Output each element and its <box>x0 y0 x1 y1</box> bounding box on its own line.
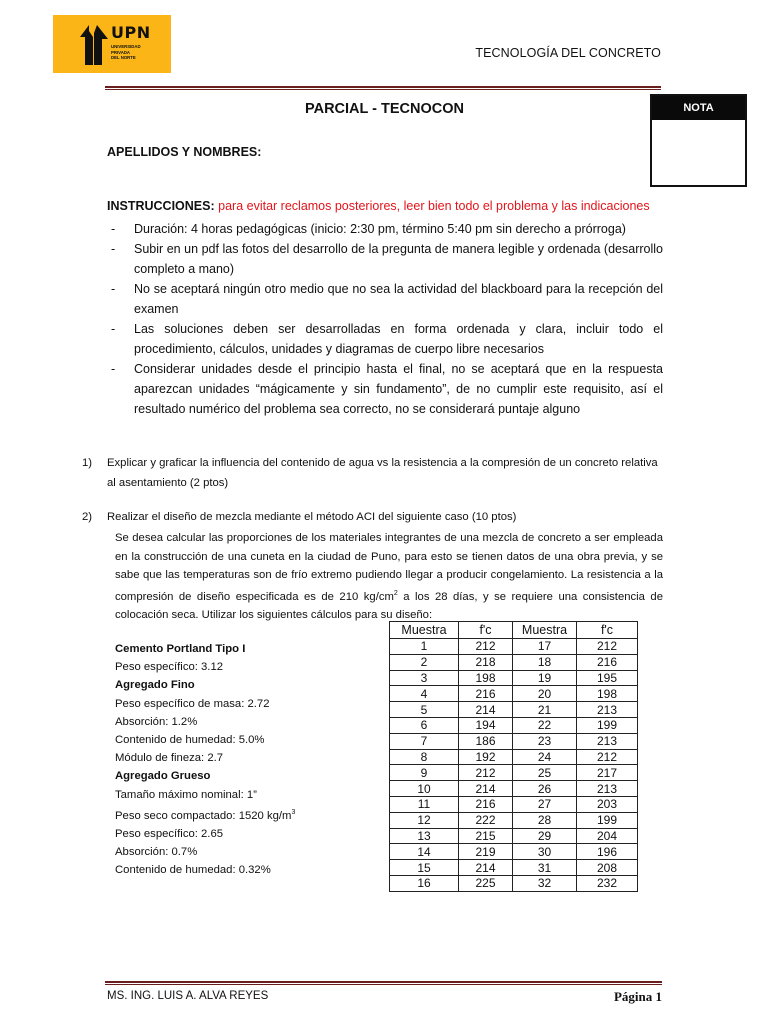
material-property: Absorción: 0.7% <box>115 846 198 858</box>
table-cell: 216 <box>459 686 513 702</box>
logo-subtitle-line: DEL NORTE <box>111 55 136 60</box>
table-row <box>390 686 638 702</box>
material-property: Contenido de humedad: 5.0% <box>115 734 265 747</box>
table-cell: 4 <box>390 686 459 702</box>
table-cell: 12 <box>390 812 459 828</box>
table-cell: 32 <box>513 875 577 891</box>
table-row <box>390 812 638 828</box>
table-cell: 24 <box>513 749 577 765</box>
fine-aggregate-heading: Agregado Fino <box>115 679 195 692</box>
table-row <box>390 860 638 876</box>
logo-brand: UPN <box>111 23 151 42</box>
table-cell: 222 <box>459 812 513 828</box>
question-number: 2) <box>82 511 93 523</box>
material-property: Peso específico de masa: 2.72 <box>115 697 270 710</box>
table-cell: 232 <box>577 875 638 891</box>
material-property-text: Peso seco compactado: 1520 kg/m <box>115 809 292 822</box>
table-cell: 18 <box>513 654 577 670</box>
table-cell: 214 <box>459 781 513 797</box>
material-property: Tamaño máximo nominal: 1” <box>115 788 257 801</box>
grade-box <box>650 94 747 187</box>
table-cell: 196 <box>577 844 638 860</box>
table-row <box>390 639 638 655</box>
upn-logo <box>53 15 171 73</box>
table-cell: 199 <box>577 717 638 733</box>
logo-subtitle-line: PRIVADA <box>111 49 131 55</box>
table-header-row <box>390 622 638 639</box>
table-cell: 13 <box>390 828 459 844</box>
table-row <box>390 828 638 844</box>
column-header: f'c <box>459 622 513 639</box>
table-cell: 194 <box>459 717 513 733</box>
table-row <box>390 733 638 749</box>
logo-subtitle-line: UNIVERSIDAD <box>111 44 141 49</box>
table-cell: 8 <box>390 749 459 765</box>
list-item <box>107 239 663 279</box>
statement-text: a los 28 días, y se requiere una consistencia de colocación seca. Utilizar los siguientes cálculos para su diseño: <box>115 590 663 621</box>
table-cell: 23 <box>513 733 577 749</box>
instructions-warning: para evitar reclamos posteriores, leer bien todo el problema y las indicaciones <box>218 199 650 213</box>
table-cell: 216 <box>459 796 513 812</box>
table-cell: 16 <box>390 875 459 891</box>
bullet-dash: - <box>111 362 116 376</box>
coarse-aggregate-heading: Agregado Grueso <box>115 770 211 783</box>
logo-subtitle <box>111 44 141 61</box>
material-property <box>115 804 295 825</box>
materials-list <box>115 640 295 879</box>
footer-author: MS. ING. LUIS A. ALVA REYES <box>107 990 269 1002</box>
list-item <box>107 279 663 319</box>
table-cell: 213 <box>577 781 638 797</box>
table-cell: 20 <box>513 686 577 702</box>
table-row <box>390 765 638 781</box>
question-2 <box>82 507 664 527</box>
table-cell: 219 <box>459 844 513 860</box>
list-item-text: Considerar unidades desde el principio hasta el final, no se aceptará que en la respuesta aparezcan unidades “mágicamente y sin fundamento”, de no cumplir este requisito, así el resultado numérico del problema sea correcto, no se considerará puntaje alguno <box>134 362 663 416</box>
table-cell: 208 <box>577 860 638 876</box>
table-cell: 9 <box>390 765 459 781</box>
table-row <box>390 702 638 718</box>
list-item <box>107 359 663 419</box>
instructions-heading <box>107 199 650 213</box>
question-2-statement <box>115 529 663 624</box>
table-row <box>390 781 638 797</box>
question-number: 1) <box>82 457 93 469</box>
instructions-label: INSTRUCCIONES: <box>107 199 215 213</box>
material-property: Peso específico: 2.65 <box>115 827 224 840</box>
table-cell: 198 <box>577 686 638 702</box>
table-cell: 21 <box>513 702 577 718</box>
page-title: PARCIAL - TECNOCON <box>305 101 464 117</box>
table-cell: 212 <box>459 639 513 655</box>
bullet-dash: - <box>111 322 116 336</box>
table-cell: 195 <box>577 670 638 686</box>
upn-arrows-icon <box>80 25 108 65</box>
column-header: Muestra <box>390 622 459 639</box>
strength-samples-table <box>389 621 638 892</box>
bullet-dash: - <box>111 222 116 236</box>
table-cell: 212 <box>577 749 638 765</box>
table-cell: 199 <box>577 812 638 828</box>
table-cell: 198 <box>459 670 513 686</box>
table-cell: 1 <box>390 639 459 655</box>
table-row <box>390 654 638 670</box>
table-cell: 22 <box>513 717 577 733</box>
table-cell: 25 <box>513 765 577 781</box>
material-property: Contenido de humedad: 0.32% <box>115 864 271 877</box>
footer-divider <box>105 981 662 985</box>
table-cell: 27 <box>513 796 577 812</box>
table-cell: 10 <box>390 781 459 797</box>
table-cell: 217 <box>577 765 638 781</box>
bullet-dash: - <box>111 242 116 256</box>
table-cell: 215 <box>459 828 513 844</box>
table-cell: 5 <box>390 702 459 718</box>
list-item-text: Duración: 4 horas pedagógicas (inicio: 2:30 pm, término 5:40 pm sin derecho a prórroga) <box>134 222 626 236</box>
list-item-text: Subir en un pdf las fotos del desarrollo de la pregunta de manera legible y ordenada (desarrollo completo a mano) <box>134 242 663 276</box>
cement-heading: Cemento Portland Tipo I <box>115 643 246 655</box>
table-cell: 14 <box>390 844 459 860</box>
table-row <box>390 749 638 765</box>
table-cell: 203 <box>577 796 638 812</box>
list-item-text: No se aceptará ningún otro medio que no sea la actividad del blackboard para la recepción del examen <box>134 282 663 316</box>
list-item <box>107 319 663 359</box>
table-cell: 15 <box>390 860 459 876</box>
table-cell: 6 <box>390 717 459 733</box>
table-cell: 17 <box>513 639 577 655</box>
table-cell: 216 <box>577 654 638 670</box>
table-row <box>390 670 638 686</box>
table-cell: 204 <box>577 828 638 844</box>
table-cell: 3 <box>390 670 459 686</box>
material-property: Absorción: 1.2% <box>115 715 198 728</box>
grade-label: NOTA <box>652 96 745 120</box>
table-cell: 186 <box>459 733 513 749</box>
question-1 <box>82 453 664 493</box>
student-name-label: APELLIDOS Y NOMBRES: <box>107 145 262 159</box>
table-cell: 28 <box>513 812 577 828</box>
material-property: Módulo de fineza: 2.7 <box>115 752 224 765</box>
table-row <box>390 875 638 891</box>
question-text: Realizar el diseño de mezcla mediante el método ACI del siguiente caso (10 ptos) <box>107 511 517 523</box>
table-cell: 218 <box>459 654 513 670</box>
list-item <box>107 219 663 239</box>
table-row <box>390 717 638 733</box>
course-name: TECNOLOGÍA DEL CONCRETO <box>475 46 661 60</box>
table-cell: 31 <box>513 860 577 876</box>
bullet-dash: - <box>111 282 116 296</box>
table-row <box>390 796 638 812</box>
table-cell: 7 <box>390 733 459 749</box>
table-cell: 11 <box>390 796 459 812</box>
table-cell: 225 <box>459 875 513 891</box>
list-item-text: Las soluciones deben ser desarrolladas en forma ordenada y clara, incluir todo el procedimiento, cálculos, unidades y diagramas de cuerpo libre necesarios <box>134 322 663 356</box>
table-cell: 214 <box>459 702 513 718</box>
table-cell: 19 <box>513 670 577 686</box>
table-cell: 26 <box>513 781 577 797</box>
table-row <box>390 844 638 860</box>
table-cell: 30 <box>513 844 577 860</box>
table-cell: 192 <box>459 749 513 765</box>
table-cell: 212 <box>459 765 513 781</box>
unit-superscript: 3 <box>291 808 296 816</box>
instructions-list <box>107 219 663 419</box>
column-header: Muestra <box>513 622 577 639</box>
page-number: Página 1 <box>613 989 662 1004</box>
column-header: f'c <box>577 622 638 639</box>
table-cell: 213 <box>577 702 638 718</box>
header-divider <box>105 86 661 90</box>
table-cell: 212 <box>577 639 638 655</box>
material-property: Peso específico: 3.12 <box>115 661 224 674</box>
table-cell: 213 <box>577 733 638 749</box>
table-cell: 2 <box>390 654 459 670</box>
table-cell: 214 <box>459 860 513 876</box>
statement-text: Se desea calcular las proporciones de los materiales integrantes de una mezcla de concreto a ser empleada en la construcción de una cuneta en la ciudad de Puno, para esto se tienen datos de una obra previa, y se sabe que las temperaturas son de frío extremo pudiendo llegar a producir congelamiento. La resistencia a la compresión de diseño especificada es de 210 kg/cm <box>115 532 663 603</box>
unit-superscript: 2 <box>393 589 398 597</box>
table-cell: 29 <box>513 828 577 844</box>
question-text: Explicar y graficar la influencia del contenido de agua vs la resistencia a la compresión de un concreto relativa al asentamiento (2 ptos) <box>107 457 658 489</box>
